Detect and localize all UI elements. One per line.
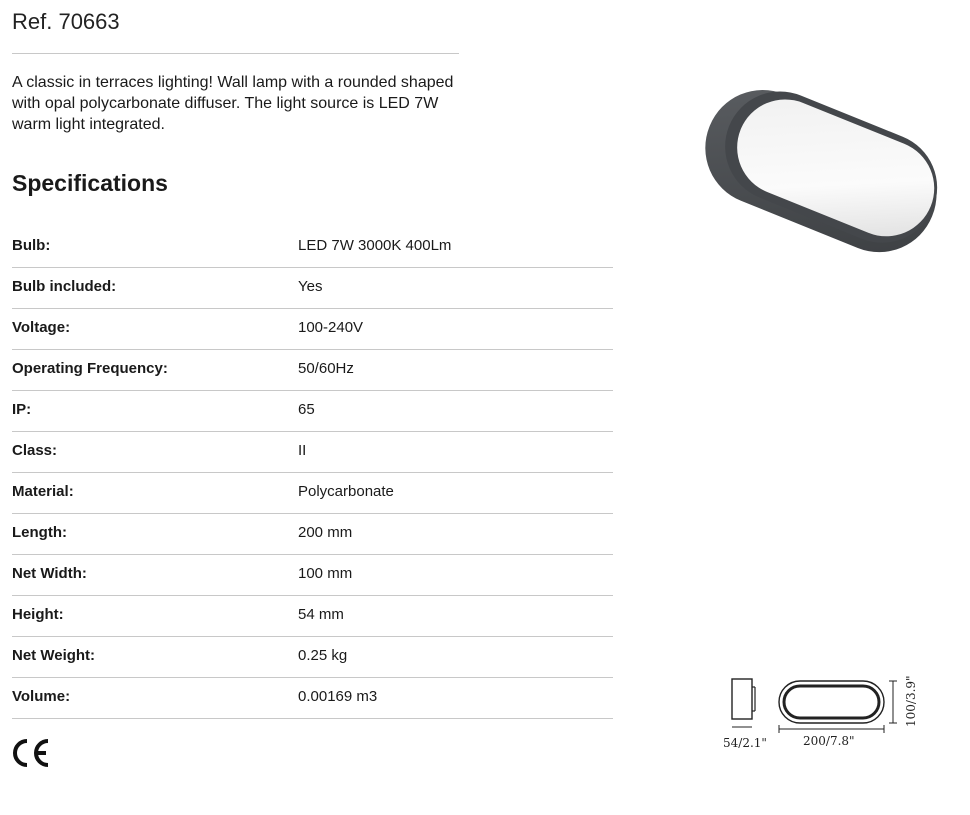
spec-value: 100 mm <box>298 565 353 582</box>
header-divider <box>12 53 459 54</box>
spec-label: Length: <box>12 524 67 541</box>
spec-row-bulb-included <box>12 268 613 309</box>
spec-value: LED 7W 3000K 400Lm <box>298 237 452 254</box>
spec-label: Net Width: <box>12 565 87 582</box>
spec-label: IP: <box>12 401 32 418</box>
spec-value: 50/60Hz <box>298 360 354 377</box>
dimension-drawing <box>715 665 955 755</box>
spec-label: Height: <box>12 606 64 623</box>
spec-label: Volume: <box>12 688 71 705</box>
spec-value: 200 mm <box>298 524 353 541</box>
product-image <box>690 78 950 268</box>
dimension-depth: 54/2.1" <box>723 736 767 750</box>
spec-value: Polycarbonate <box>298 483 394 500</box>
dimension-height: 100/3.9" <box>904 675 918 727</box>
spec-row-ip <box>12 391 613 432</box>
spec-value: 100-240V <box>298 319 364 336</box>
spec-row-volume <box>12 678 613 719</box>
spec-label: Net Weight: <box>12 647 96 664</box>
spec-row-net-width <box>12 555 613 596</box>
spec-value: Yes <box>298 278 323 295</box>
spec-label: Voltage: <box>12 319 71 336</box>
spec-row-voltage <box>12 309 613 350</box>
spec-value: 54 mm <box>298 606 344 623</box>
spec-row-bulb <box>12 227 613 268</box>
spec-label: Class: <box>12 442 58 459</box>
spec-value: 0.00169 m3 <box>298 688 378 705</box>
spec-row-net-weight <box>12 637 613 678</box>
spec-row-class <box>12 432 613 473</box>
specifications-heading: Specifications <box>12 170 168 196</box>
spec-label: Operating Frequency: <box>12 360 168 377</box>
spec-value: II <box>298 442 307 459</box>
spec-row-material <box>12 473 613 514</box>
spec-row-height <box>12 596 613 637</box>
ce-mark-icon <box>10 736 52 770</box>
product-reference: Ref. 70663 <box>12 9 120 34</box>
spec-label: Material: <box>12 483 74 500</box>
dimension-length: 200/7.8" <box>803 734 855 748</box>
spec-value: 0.25 kg <box>298 647 348 664</box>
spec-row-operating-frequency <box>12 350 613 391</box>
specifications-table <box>12 227 613 719</box>
product-description: A classic in terraces lighting! Wall lamp with a rounded shaped with opal polycarbonate diffuser. The light source is LED 7W warm light integrated. <box>12 74 454 133</box>
spec-value: 65 <box>298 401 315 418</box>
spec-row-length <box>12 514 613 555</box>
spec-label: Bulb: <box>12 237 51 254</box>
spec-label: Bulb included: <box>12 278 117 295</box>
